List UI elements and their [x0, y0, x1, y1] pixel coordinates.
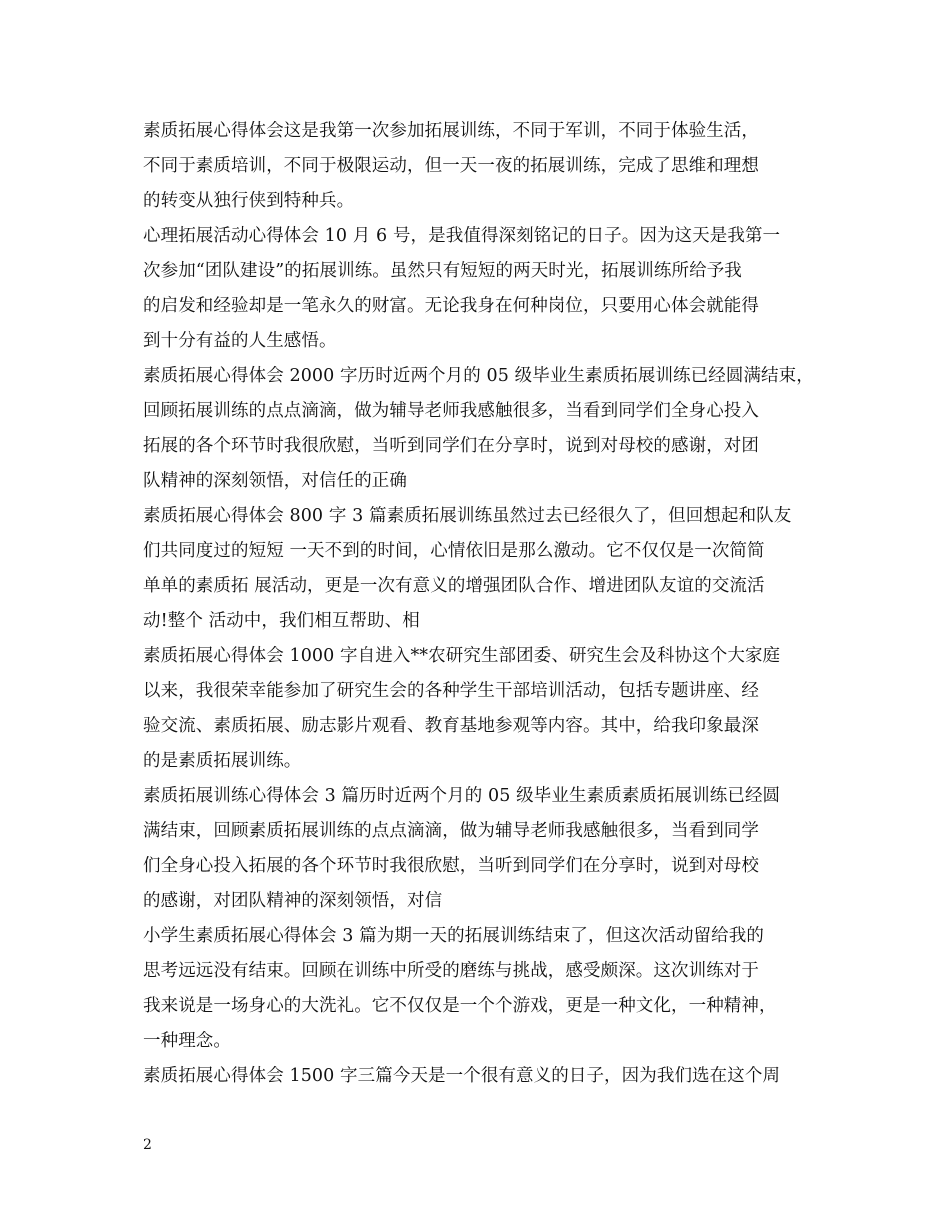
text-line: 们共同度过的短短 一天不到的时间，心情依旧是那么激动。它不仅仅是一次简简: [143, 541, 765, 561]
text-line: 的转变从独行侠到特种兵。: [143, 191, 355, 211]
text-line: 到十分有益的人生感悟。: [143, 331, 337, 351]
text-line: 素质拓展心得体会 1500 字三篇今天是一个很有意义的日子，因为我们选在这个周: [143, 1066, 781, 1086]
document-body: [143, 114, 819, 1094]
text-line: 动!整个 活动中，我们相互帮助、相: [143, 611, 420, 631]
text-line: 的感谢，对团队精神的深刻领悟，对信: [143, 891, 443, 911]
text-line: 单单的素质拓 展活动，更是一次有意义的增强团队合作、增进团队友谊的交流活: [143, 576, 765, 596]
text-line: 次参加“团队建设”的拓展训练。虽然只有短短的两天时光，拓展训练所给予我: [143, 261, 742, 281]
text-line: 素质拓展心得体会 800 字 3 篇素质拓展训练虽然过去已经很久了，但回想起和队友: [143, 506, 792, 526]
text-line: 拓展的各个环节时我很欣慰，当听到同学们在分享时，说到对母校的感谢，对团: [143, 436, 759, 456]
text-line: 素质拓展心得体会 2000 字历时近两个月的 05 级毕业生素质拓展训练已经圆满结束，: [143, 366, 814, 386]
text-line: 验交流、素质拓展、励志影片观看、教育基地参观等内容。其中，给我印象最深: [143, 716, 759, 736]
text-line: 小学生素质拓展心得体会 3 篇为期一天的拓展训练结束了，但这次活动留给我的: [143, 926, 764, 946]
text-line: 思考远远没有结束。回顾在训练中所受的磨练与挑战，感受颇深。这次训练对于: [143, 961, 759, 981]
text-line: 心理拓展活动心得体会 10 月 6 号，是我值得深刻铭记的日子。因为这天是我第一: [143, 226, 781, 246]
text-line: 不同于素质培训，不同于极限运动，但一天一夜的拓展训练，完成了思维和理想: [143, 156, 759, 176]
text-line: 的是素质拓展训练。: [143, 751, 302, 771]
text-line: 素质拓展心得体会 1000 字自进入**农研究生部团委、研究生会及科协这个大家庭: [143, 646, 781, 666]
text-line: 们全身心投入拓展的各个环节时我很欣慰，当听到同学们在分享时，说到对母校: [143, 856, 759, 876]
text-line: 一种理念。: [143, 1031, 231, 1051]
text-line: 队精神的深刻领悟，对信任的正确: [143, 471, 407, 491]
text-line: 以来，我很荣幸能参加了研究生会的各种学生干部培训活动，包括专题讲座、经: [143, 681, 759, 701]
text-line: 素质拓展训练心得体会 3 篇历时近两个月的 05 级毕业生素质素质拓展训练已经圆: [143, 786, 781, 806]
page-number: 2: [143, 1137, 152, 1153]
text-line: 我来说是一场身心的大洗礼。它不仅仅是一个个游戏，更是一种文化，一种精神，: [143, 996, 777, 1016]
text-line: 素质拓展心得体会这是我第一次参加拓展训练，不同于军训，不同于体验生活，: [143, 121, 759, 141]
text-line: 回顾拓展训练的点点滴滴，做为辅导老师我感触很多，当看到同学们全身心投入: [143, 401, 759, 421]
text-line: 满结束，回顾素质拓展训练的点点滴滴，做为辅导老师我感触很多，当看到同学: [143, 821, 759, 841]
text-line: 的启发和经验却是一笔永久的财富。无论我身在何种岗位，只要用心体会就能得: [143, 296, 759, 316]
